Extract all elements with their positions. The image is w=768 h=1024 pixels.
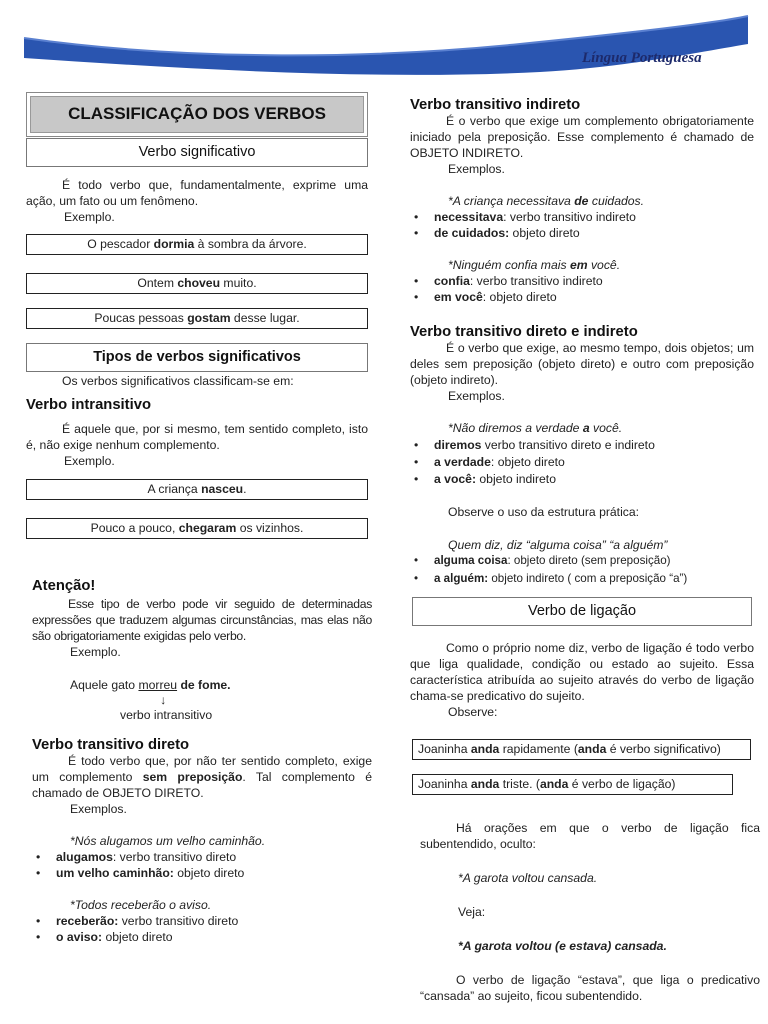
vtd-paragraph <box>32 753 372 801</box>
example-verb: dormia <box>153 237 195 251</box>
heading-vtdi: Verbo transitivo direto e indireto <box>410 324 638 340</box>
example-bold: em <box>569 258 588 272</box>
tipos-paragraph: Os verbos significativos classificam-se em: <box>62 374 294 388</box>
term: receberão: <box>56 914 119 928</box>
example-text: triste. ( <box>499 777 540 791</box>
vtd-example: *Todos receberão o aviso. <box>70 898 212 912</box>
section-verbo-significativo: Verbo significativo <box>26 138 368 167</box>
example-box <box>412 739 751 760</box>
term: um velho caminhão: <box>56 866 174 880</box>
list-item: • um velho caminhão: objeto direto <box>36 866 245 880</box>
list-item: • alugamos: verbo transitivo direto <box>36 850 237 864</box>
right-column <box>410 97 754 795</box>
list-item: • de cuidados: objeto direto <box>414 226 580 240</box>
example-box <box>26 518 368 539</box>
exemplo-label: Exemplo. <box>64 454 115 468</box>
example-text: desse lugar. <box>230 311 300 325</box>
atencao-paragraph: Esse tipo de verbo pode vir seguido de determinadas expressões que traduzem algumas circunstâncias, mas elas não são obrigatoriamente exigidas pelo verbo. <box>32 597 372 643</box>
ha-paragraph: Há orações em que o verbo de ligação fica subentendido, oculto: <box>420 821 760 851</box>
list-item: • a alguém: objeto indireto ( com a preposição “a”) <box>414 572 688 585</box>
term-desc: : verbo transitivo indireto <box>503 210 636 224</box>
example-text: . <box>243 482 247 496</box>
term-desc: : verbo transitivo indireto <box>469 274 603 288</box>
term: confia <box>434 274 470 288</box>
example-text: Aquele gato <box>70 678 139 692</box>
right-column-lower <box>420 820 760 1004</box>
example-box <box>26 273 368 294</box>
example-box <box>26 479 368 500</box>
term: a alguém: <box>434 572 489 585</box>
exemplos-label: Exemplos. <box>70 802 127 816</box>
gato-note: verbo intransitivo <box>120 708 213 722</box>
vtd-bold: sem preposição <box>142 770 243 784</box>
lig-paragraph: Como o próprio nome diz, verbo de ligação é todo verbo que liga qualidade, condição ou estado ao sujeito. Essa característica atribuída ao sujeito através do verbo de ligação chama-se predicativo do sujeito. <box>410 641 754 703</box>
term: de cuidados: <box>434 226 510 240</box>
exemplos-label: Exemplos. <box>448 389 505 403</box>
list-item: • alguma coisa: objeto direto (sem preposição) <box>414 554 671 567</box>
term-desc: objeto direto <box>509 226 580 240</box>
list-item: • receberão: verbo transitivo direto <box>36 914 239 928</box>
list-item: • diremos verbo transitivo direto e indireto <box>414 438 655 452</box>
sig-paragraph: É todo verbo que, fundamentalmente, exprime uma ação, um fato ou um fenômeno. <box>26 178 368 208</box>
term-desc: : objeto direto <box>490 455 565 469</box>
section-tipos: Tipos de verbos significativos <box>26 343 368 372</box>
example-verb: choveu <box>177 276 221 290</box>
example-verb: nasceu <box>201 482 244 496</box>
example-verb: chegaram <box>178 521 237 535</box>
gato-example <box>32 677 372 693</box>
term: o aviso: <box>56 930 103 944</box>
heading-verbo-intransitivo: Verbo intransitivo <box>26 397 151 413</box>
heading-atencao: Atenção! <box>32 578 96 594</box>
term-desc: : objeto direto (sem preposição) <box>507 554 671 567</box>
term-desc: objeto indireto <box>476 472 556 486</box>
example-text: Joaninha <box>418 742 471 756</box>
term-desc: objeto indireto ( com a preposição “a”) <box>488 572 688 585</box>
example-verb: morreu <box>138 678 178 692</box>
example-text: você. <box>589 421 623 435</box>
example-text: Poucas pessoas <box>94 311 188 325</box>
list-item: • em você: objeto direto <box>414 290 557 304</box>
garota-example-bold: *A garota voltou (e estava) cansada. <box>458 939 667 953</box>
example-verb: anda <box>539 777 569 791</box>
example-text: Pouco a pouco, <box>90 521 179 535</box>
observe-uso: Observe o uso da estrutura prática: <box>448 505 640 519</box>
example-text: O pescador <box>87 237 154 251</box>
term: a verdade <box>434 455 491 469</box>
example-bold: de <box>574 194 589 208</box>
example-box <box>26 308 368 329</box>
example-text: muito. <box>220 276 257 290</box>
term-desc: : objeto direto <box>482 290 557 304</box>
example-verb: anda <box>577 742 607 756</box>
example-text: à sombra da árvore. <box>194 237 307 251</box>
vti-paragraph: É o verbo que exige um complemento obrigatoriamente iniciado pela preposição. Esse complemento é chamado de OBJETO INDIRETO. <box>410 114 754 160</box>
example-bold: a <box>582 421 590 435</box>
main-title-box <box>26 92 368 137</box>
heading-vti: Verbo transitivo indireto <box>410 97 581 113</box>
example-text: *Não diremos a verdade <box>448 421 583 435</box>
exemplos-label: Exemplos. <box>448 162 505 176</box>
intr-paragraph: É aquele que, por si mesmo, tem sentido completo, isto é, não exige nenhum complemento. <box>26 422 368 452</box>
list-item: • necessitava: verbo transitivo indireto <box>414 210 636 224</box>
term: diremos <box>434 438 482 452</box>
example-text: cuidados. <box>588 194 645 208</box>
vtd-text: É todo verbo que, por não ter sentido completo, exige um complemento <box>32 754 372 784</box>
example-bold: de fome. <box>180 678 231 692</box>
brand-title: Língua Portuguesa <box>582 50 702 66</box>
example-text: é verbo de ligação) <box>568 777 676 791</box>
vtd-text: . Tal complemento é chamado de OBJETO DIRETO. <box>32 770 372 800</box>
left-column-lower <box>32 578 372 945</box>
list-item: • o aviso: objeto direto <box>36 930 173 944</box>
header-wave <box>0 0 768 80</box>
term-desc: verbo transitivo direto <box>118 914 239 928</box>
example-verb: anda <box>470 777 500 791</box>
vtdi-example <box>410 420 754 436</box>
example-text: você. <box>587 258 621 272</box>
term: em você <box>434 290 483 304</box>
final-paragraph: O verbo de ligação “estava”, que liga o predicativo “cansada” ao sujeito, ficou subentendido. <box>420 973 760 1003</box>
quem-diz: Quem diz, diz “alguma coisa” “a alguém” <box>448 538 668 552</box>
example-text: rapidamente ( <box>499 742 578 756</box>
term-desc: verbo transitivo direto e indireto <box>481 438 655 452</box>
example-text: A criança <box>147 482 202 496</box>
garota-example: *A garota voltou cansada. <box>458 871 598 885</box>
list-item: • confia: verbo transitivo indireto <box>414 274 603 288</box>
section-verbo-ligacao: Verbo de ligação <box>412 597 752 626</box>
list-item: • a verdade: objeto direto <box>414 455 565 469</box>
example-verb: anda <box>470 742 500 756</box>
vtd-example: *Nós alugamos um velho caminhão. <box>70 834 266 848</box>
term: a você: <box>434 472 477 486</box>
example-text: *Ninguém confia mais <box>448 258 570 272</box>
heading-vtd: Verbo transitivo direto <box>32 737 190 753</box>
example-text: é verbo significativo) <box>606 742 721 756</box>
exemplo-label: Exemplo. <box>64 210 115 224</box>
example-text: os vizinhos. <box>236 521 304 535</box>
term: alguma coisa <box>434 554 508 567</box>
term-desc: objeto direto <box>102 930 173 944</box>
example-verb: gostam <box>187 311 231 325</box>
example-text: Joaninha <box>418 777 471 791</box>
left-column <box>26 138 368 539</box>
example-box <box>412 774 733 795</box>
vti-example <box>410 257 754 273</box>
page-title: CLASSIFICAÇÃO DOS VERBOS <box>30 96 364 133</box>
down-arrow: ↓ <box>160 693 167 707</box>
example-box <box>26 234 368 255</box>
example-text: *A criança necessitava <box>448 194 575 208</box>
exemplo-label: Exemplo. <box>70 645 121 659</box>
term: alugamos <box>56 850 113 864</box>
list-item: • a você: objeto indireto <box>414 472 556 486</box>
observe-label: Observe: <box>448 705 498 719</box>
example-text: Ontem <box>137 276 178 290</box>
vti-example <box>410 193 754 209</box>
term-desc: : verbo transitivo direto <box>112 850 237 864</box>
vtdi-paragraph: É o verbo que exige, ao mesmo tempo, dois objetos; um deles sem preposição (objeto direto) e outro com preposição (objeto indireto). <box>410 341 754 387</box>
term-desc: objeto direto <box>173 866 245 880</box>
term: necessitava <box>434 210 504 224</box>
veja-label: Veja: <box>458 905 486 919</box>
